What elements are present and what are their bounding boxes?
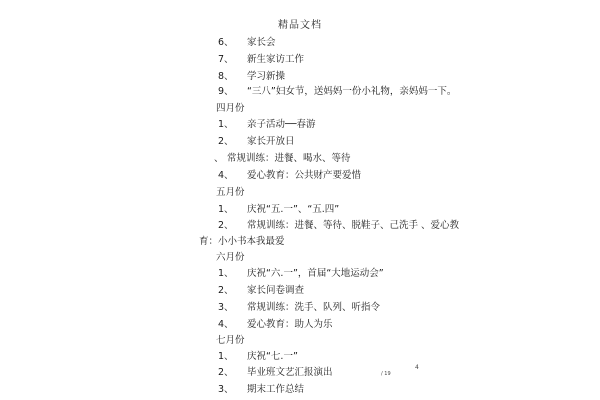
section-heading xyxy=(216,103,245,115)
list-item xyxy=(218,384,304,396)
item-text: 庆祝“六.一”，首届“大地运动会” xyxy=(247,268,384,279)
item-number: 3、 xyxy=(218,302,234,313)
item-number: 、 xyxy=(214,153,224,164)
item-text: 毕业班文艺汇报演出 xyxy=(247,367,333,378)
item-number: 1、 xyxy=(218,204,234,215)
item-text: 庆祝“五.一”、“五.四” xyxy=(247,204,340,215)
list-item xyxy=(218,119,315,131)
item-text: 学习新操 xyxy=(247,71,286,82)
list-item xyxy=(218,351,298,363)
list-item xyxy=(218,204,339,216)
item-text: 家长开放日 xyxy=(247,136,295,147)
list-item xyxy=(218,302,380,314)
item-number: 2、 xyxy=(218,367,234,378)
item-number: 2、 xyxy=(218,285,234,296)
item-text: 育：小小书本我最爱 xyxy=(199,236,285,247)
item-text: 新生家访工作 xyxy=(247,54,305,65)
section-heading xyxy=(216,252,245,264)
section-heading-text: 四月份 xyxy=(216,103,245,114)
list-item-continuation xyxy=(199,236,285,248)
item-number: 2、 xyxy=(218,220,234,231)
list-item xyxy=(218,170,361,182)
list-item xyxy=(218,136,295,148)
list-item xyxy=(218,86,456,98)
item-number: 8、 xyxy=(218,71,234,82)
list-item xyxy=(218,54,304,66)
page-corner-mark: 4 xyxy=(415,364,419,371)
item-text: 常规训练：进餐、喝水、等待 xyxy=(227,153,351,164)
item-text: 亲子活动──春游 xyxy=(247,119,316,130)
item-number: 4、 xyxy=(218,170,234,181)
section-heading xyxy=(216,187,245,199)
list-item xyxy=(218,268,384,280)
section-heading-text: 七月份 xyxy=(216,335,245,346)
page-header-title: 精品文档 xyxy=(278,20,322,31)
list-item xyxy=(218,285,304,297)
page-number: / 19 xyxy=(381,371,391,377)
item-number: 2、 xyxy=(218,136,234,147)
item-text: 家长问卷调查 xyxy=(247,285,305,296)
item-text: 常规训练：进餐、等待、脱鞋子、己洗手 、爱心教 xyxy=(247,220,460,231)
item-text: 常规训练：洗手、队列、听指令 xyxy=(247,302,381,313)
item-text: 爱心教育：助人为乐 xyxy=(247,319,333,330)
list-item xyxy=(214,153,351,165)
item-number: 3、 xyxy=(218,384,234,395)
item-text: 爱心教育：公共财产要爱惜 xyxy=(247,170,362,181)
list-item xyxy=(218,220,459,232)
item-number: 9、 xyxy=(218,86,234,97)
item-text: “三八”妇女节，送妈妈一份小礼物，亲妈妈一下。 xyxy=(247,86,457,97)
section-heading-text: 五月份 xyxy=(216,187,245,198)
item-text: 庆祝“七.一” xyxy=(247,351,298,362)
list-item xyxy=(218,367,333,379)
item-number: 7、 xyxy=(218,54,234,65)
section-heading xyxy=(216,335,245,347)
item-text: 期末工作总结 xyxy=(247,384,305,395)
item-text: 家长会 xyxy=(247,37,276,48)
section-heading-text: 六月份 xyxy=(216,252,245,263)
list-item xyxy=(218,71,285,83)
item-number: 4、 xyxy=(218,319,234,330)
item-number: 6、 xyxy=(218,37,234,48)
item-number: 1、 xyxy=(218,268,234,279)
item-number: 1、 xyxy=(218,351,234,362)
list-item xyxy=(218,319,333,331)
list-item xyxy=(218,37,276,49)
item-number: 1、 xyxy=(218,119,234,130)
